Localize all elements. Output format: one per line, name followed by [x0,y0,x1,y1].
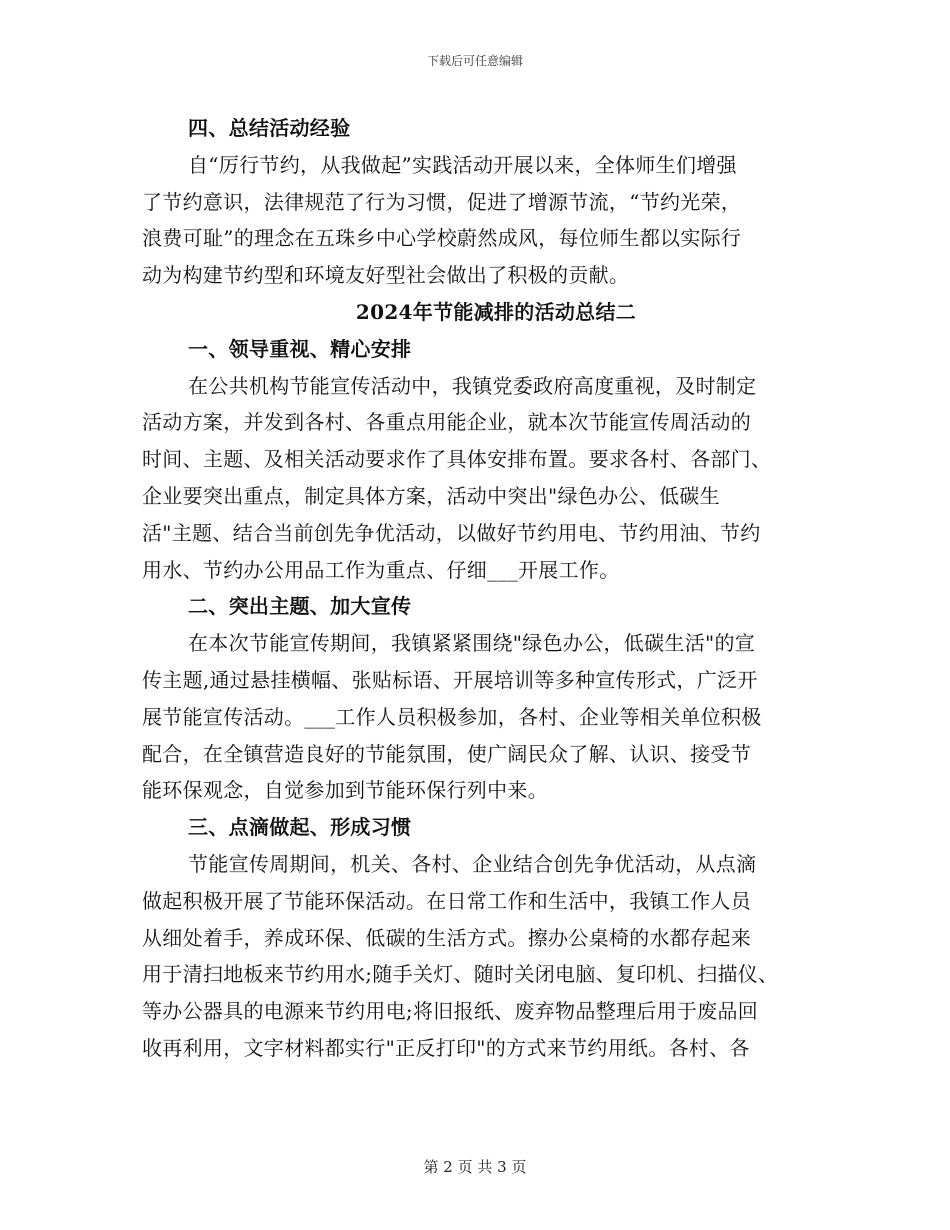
paragraph-line: 节能宣传周期间，机关、各村、企业结合创先争优活动，从点滴 [188,851,757,876]
paragraph-line: 在公共机构节能宣传活动中，我镇党委政府高度重视，及时制定 [188,373,757,398]
section-heading-publicity: 二、突出主题、加大宣传 [188,594,412,619]
paragraph-line: 能环保观念，自觉参加到节能环保行列中来。 [142,778,548,803]
page-header-note: 下载后可任意编辑 [426,54,523,68]
paragraph-line: 用水、节约办公用品工作为重点、仔细___开展工作。 [142,557,620,582]
paragraph-line: 配合，在全镇营造良好的节能氛围，使广阔民众了解、认识、接受节 [142,741,751,766]
document-title: 2024年节能减排的活动总结二 [355,299,637,324]
paragraph-line: 时间、主题、及相关活动要求作了具体安排布置。要求各村、各部门、 [142,447,772,472]
paragraph-line: 活动方案，并发到各村、各重点用能企业，就本次节能宣传周活动的 [142,410,751,435]
document-body [142,110,810,1067]
paragraph-line: 做起积极开展了节能环保活动。在日常工作和生活中，我镇工作人员 [142,888,751,913]
paragraph-line: 展节能宣传活动。___工作人员积极参加，各村、企业等相关单位积极 [142,704,762,729]
section-heading-habits: 三、点滴做起、形成习惯 [188,815,412,840]
paragraph-line: 活"主题、结合当前创先争优活动，以做好节约用电、节约用油、节约 [142,520,761,545]
paragraph-line: 用于清扫地板来节约用水;随手关灯、随时关闭电脑、复印机、扫描仪、 [142,962,779,987]
paragraph-line: 自“厉行节约，从我做起”实践活动开展以来，全体师生们增强 [188,152,737,177]
paragraph-line: 动为构建节约型和环境友好型社会做出了积极的贡献。 [142,263,630,288]
section-heading-summary: 四、总结活动经验 [188,116,351,140]
paragraph-line: 浪费可耻”的理念在五珠乡中心学校蔚然成风，每位师生都以实际行 [142,226,742,251]
paragraph-line: 了节约意识，法律规范了行为习惯，促进了增源节流，“节约光荣， [142,189,742,214]
paragraph-line: 在本次节能宣传期间，我镇紧紧围绕"绿色办公，低碳生活"的宣 [188,631,756,656]
page-number-footer: 第 2 页 共 3 页 [423,1158,527,1176]
paragraph-line: 企业要突出重点，制定具体方案，活动中突出"绿色办公、低碳生 [142,483,720,508]
section-heading-leadership: 一、领导重视、精心安排 [188,336,412,361]
paragraph-line: 收再利用，文字材料都实行"正反打印"的方式来节约用纸。各村、各 [142,1035,750,1060]
paragraph-line: 等办公器具的电源来节约用电;将旧报纸、废弃物品整理后用于废品回 [142,999,759,1024]
paragraph-line: 从细处着手，养成环保、低碳的生活方式。擦办公桌椅的水都存起来 [142,925,751,950]
paragraph-line: 传主题,通过悬挂横幅、张贴标语、开展培训等多种宣传形式，广泛开 [142,667,758,692]
